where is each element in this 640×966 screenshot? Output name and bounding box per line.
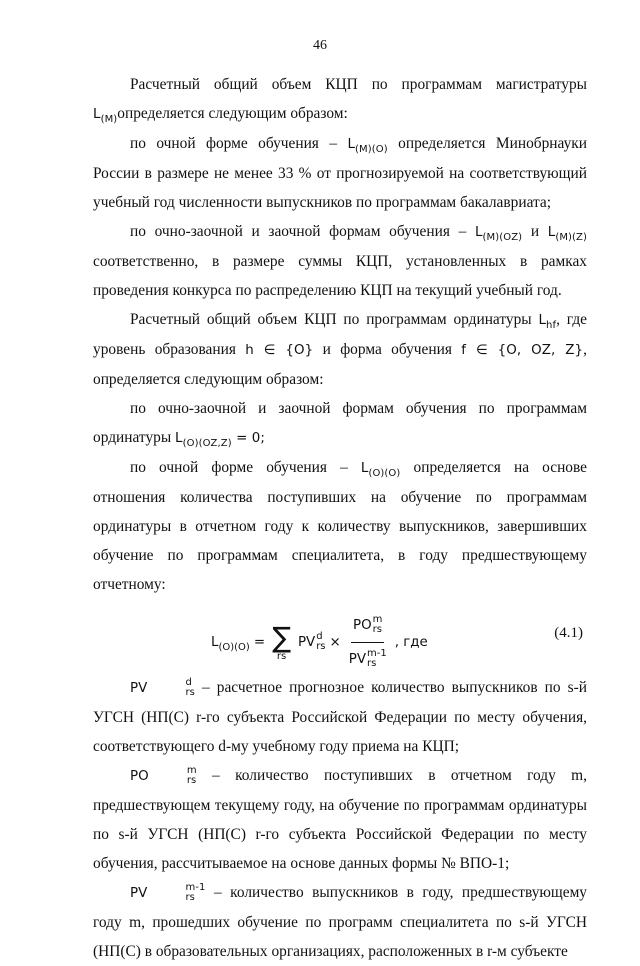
sigma-symbol: ∑ <box>272 620 291 654</box>
formula-equals: = <box>253 635 266 650</box>
paragraph-part-time-magistracy: по очно-заочной и заочной формам обучения – $L_{(M)(OZ)}$ и $L_{(M)(Z)}$ соответственно, в размере суммы КЦП, установленных в рамках проведения конкурса по распределению КЦП на текущий учебный год. <box>93 223 587 299</box>
formula-lhs: $L_{(O)(O)}$ <box>211 635 250 653</box>
formula-expression <box>211 611 428 674</box>
page-number: 46 <box>313 38 327 53</box>
paragraph-magistracy: Расчетный общий объем КЦП по программам магистратуры $L_{(M)}определяется$ следующим образом: <box>93 76 587 125</box>
paragraph-residency: Расчетный общий объем КЦП по программам ординатуры $L_{hf}$, где уровень образования h ∈ {O} и форма обучения f ∈ {O, OZ, Z}, определяется следующим образом: <box>93 311 587 388</box>
paragraph-def-pv-m-1: PV m-1 rs – количество выпускников в году, предшествующему году m, прошедших обучение по программ специалитета по s-й УГСН (НП(С) в образовательных организациях, расположенных в r-м субъекте <box>93 882 587 960</box>
paragraph-full-time-magistracy: по очной форме обучения – $L_{(M)(O)}$ определяется Минобрнауки России в размере не менее 33 % от прогнозируемой на соответствующий учебный год численности выпускников по программам бакалавриата; <box>93 135 587 211</box>
formula-4-1 <box>93 605 587 669</box>
document-body <box>93 70 587 966</box>
formula-where: , где <box>394 635 428 650</box>
formula-fraction <box>347 611 389 674</box>
sum-index: rs <box>276 650 287 662</box>
equation-number: (4.1) <box>554 625 583 641</box>
sum-operator <box>272 620 291 662</box>
paragraph-def-po-m: PO m rs – количество поступивших в отчетном году m, предшествующем текущему году, на обучение по программам ординатуры по s-й УГСН (НП(С) r-го субъекта Российской Федерации по месту обучения, рассчитываемое на основе данных формы № ВПО-1; <box>93 765 587 872</box>
fraction-denominator: PV m-1 rs <box>348 648 387 669</box>
paragraph-def-pv-d: PV d rs – расчетное прогнозное количество выпускников по s-й УГСН (НП(С) r-го субъекта Российской Федерации по месту обучения, соответствующего d-му учебному году приема на КЦП; <box>93 677 587 755</box>
formula-pv-term: PV d rs <box>297 631 326 652</box>
formula-times: × <box>329 635 341 650</box>
fraction-numerator: PO m rs <box>351 611 384 643</box>
paragraph-part-time-residency: по очно-заочной и заочной формам обучения по программам ординатуры $L_{(O)(OZ,Z)} = 0$; <box>93 400 587 449</box>
paragraph-full-time-residency: по очной форме обучения – $L_{(O)(O)}$ определяется на основе отношения количества поступивших на обучение по программам ординатуры в отчетном году к количеству выпускников, завершивших обучение по программам специалитета, в году предшествующему отчетному: <box>93 459 588 593</box>
